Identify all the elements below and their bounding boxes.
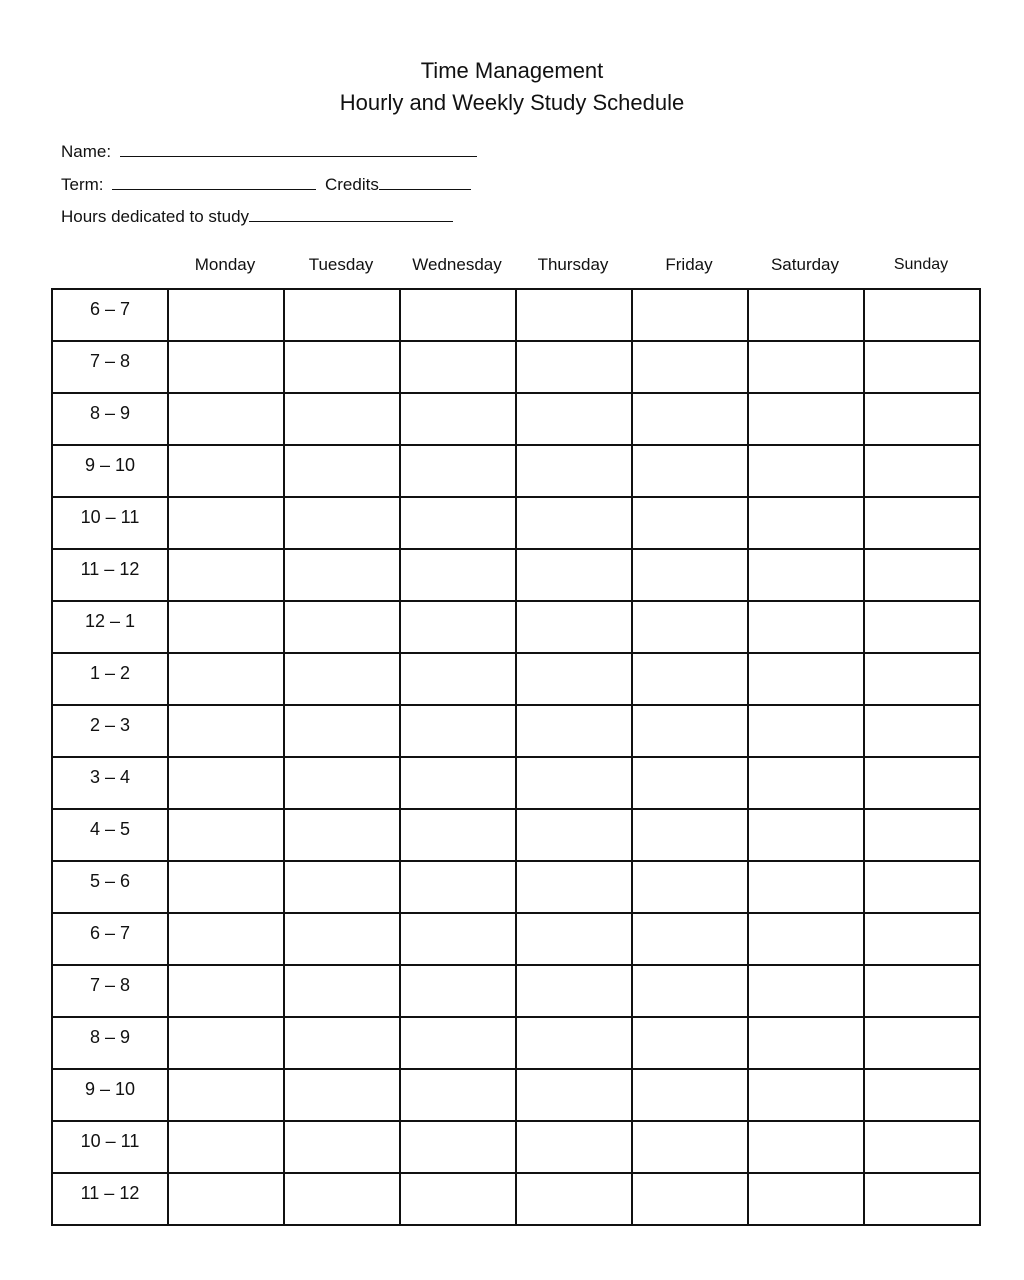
schedule-row <box>52 653 980 705</box>
day-label-monday: Monday <box>194 255 256 274</box>
schedule-cell-thursday[interactable] <box>516 705 632 757</box>
schedule-cell-tuesday[interactable] <box>284 757 400 809</box>
schedule-cell-thursday[interactable] <box>516 1173 632 1225</box>
schedule-cell-thursday[interactable] <box>516 341 632 393</box>
time-slot-label: 9 – 10 <box>52 445 168 497</box>
schedule-cell-friday[interactable] <box>632 445 748 497</box>
schedule-cell-saturday[interactable] <box>748 1173 864 1225</box>
schedule-cell-friday[interactable] <box>632 393 748 445</box>
schedule-row <box>52 1017 980 1069</box>
schedule-cell-wednesday[interactable] <box>400 601 516 653</box>
schedule-cell-saturday[interactable] <box>748 653 864 705</box>
name-label: Name: <box>61 142 112 161</box>
schedule-cell-sunday[interactable] <box>864 1017 980 1069</box>
schedule-cell-wednesday[interactable] <box>400 549 516 601</box>
schedule-cell-sunday[interactable] <box>864 1173 980 1225</box>
schedule-cell-sunday[interactable] <box>864 653 980 705</box>
time-slot-label: 10 – 11 <box>52 1121 168 1173</box>
schedule-cell-sunday[interactable] <box>864 757 980 809</box>
schedule-cell-thursday[interactable] <box>516 757 632 809</box>
schedule-cell-thursday[interactable] <box>516 601 632 653</box>
schedule-cell-wednesday[interactable] <box>400 705 516 757</box>
schedule-cell-thursday[interactable] <box>516 809 632 861</box>
schedule-row <box>52 289 980 341</box>
schedule-cell-tuesday[interactable] <box>284 1121 400 1173</box>
schedule-cell-tuesday[interactable] <box>284 653 400 705</box>
schedule-cell-tuesday[interactable] <box>284 965 400 1017</box>
schedule-cell-saturday[interactable] <box>748 913 864 965</box>
schedule-cell-monday[interactable] <box>168 1121 284 1173</box>
schedule-cell-monday[interactable] <box>168 1069 284 1121</box>
schedule-cell-wednesday[interactable] <box>400 809 516 861</box>
schedule-cell-wednesday[interactable] <box>400 1069 516 1121</box>
schedule-row <box>52 965 980 1017</box>
schedule-cell-sunday[interactable] <box>864 341 980 393</box>
time-slot-label: 1 – 2 <box>52 653 168 705</box>
schedule-cell-saturday[interactable] <box>748 705 864 757</box>
schedule-cell-saturday[interactable] <box>748 965 864 1017</box>
schedule-cell-wednesday[interactable] <box>400 757 516 809</box>
schedule-cell-monday[interactable] <box>168 913 284 965</box>
schedule-cell-saturday[interactable] <box>748 1069 864 1121</box>
schedule-row <box>52 1173 980 1225</box>
schedule-cell-sunday[interactable] <box>864 393 980 445</box>
schedule-cell-sunday[interactable] <box>864 1121 980 1173</box>
time-slot-label: 7 – 8 <box>52 965 168 1017</box>
schedule-cell-friday[interactable] <box>632 1017 748 1069</box>
day-label-friday: Friday <box>665 255 713 274</box>
schedule-cell-wednesday[interactable] <box>400 393 516 445</box>
time-slot-label: 8 – 9 <box>52 1017 168 1069</box>
schedule-cell-monday[interactable] <box>168 757 284 809</box>
day-label-thursday: Thursday <box>537 255 609 274</box>
schedule-grid <box>51 288 981 1226</box>
schedule-cell-monday[interactable] <box>168 1017 284 1069</box>
schedule-cell-tuesday[interactable] <box>284 497 400 549</box>
schedule-row <box>52 809 980 861</box>
schedule-row <box>52 549 980 601</box>
schedule-cell-friday[interactable] <box>632 1173 748 1225</box>
schedule-cell-monday[interactable] <box>168 289 284 341</box>
schedule-cell-wednesday[interactable] <box>400 341 516 393</box>
schedule-cell-saturday[interactable] <box>748 445 864 497</box>
schedule-row <box>52 1121 980 1173</box>
time-slot-label: 2 – 3 <box>52 705 168 757</box>
schedule-cell-sunday[interactable] <box>864 497 980 549</box>
schedule-cell-friday[interactable] <box>632 289 748 341</box>
schedule-cell-wednesday[interactable] <box>400 653 516 705</box>
schedule-row <box>52 1069 980 1121</box>
time-slot-label: 6 – 7 <box>52 289 168 341</box>
schedule-cell-wednesday[interactable] <box>400 1121 516 1173</box>
schedule-cell-wednesday[interactable] <box>400 497 516 549</box>
schedule-cell-sunday[interactable] <box>864 965 980 1017</box>
time-slot-label: 4 – 5 <box>52 809 168 861</box>
time-slot-label: 3 – 4 <box>52 757 168 809</box>
schedule-cell-wednesday[interactable] <box>400 289 516 341</box>
schedule-cell-friday[interactable] <box>632 809 748 861</box>
credits-label: Credits <box>324 175 379 194</box>
schedule-cell-friday[interactable] <box>632 601 748 653</box>
schedule-cell-saturday[interactable] <box>748 601 864 653</box>
schedule-cell-monday[interactable] <box>168 861 284 913</box>
schedule-cell-tuesday[interactable] <box>284 393 400 445</box>
schedule-cell-thursday[interactable] <box>516 913 632 965</box>
schedule-cell-thursday[interactable] <box>516 549 632 601</box>
schedule-cell-thursday[interactable] <box>516 1121 632 1173</box>
schedule-cell-tuesday[interactable] <box>284 445 400 497</box>
time-slot-label: 10 – 11 <box>52 497 168 549</box>
day-label-wednesday: Wednesday <box>412 255 502 274</box>
schedule-cell-monday[interactable] <box>168 653 284 705</box>
name-input-line[interactable] <box>120 140 477 157</box>
hours-field-row <box>61 205 453 227</box>
schedule-cell-sunday[interactable] <box>864 705 980 757</box>
schedule-cell-sunday[interactable] <box>864 289 980 341</box>
schedule-cell-monday[interactable] <box>168 393 284 445</box>
schedule-cell-friday[interactable] <box>632 757 748 809</box>
schedule-cell-friday[interactable] <box>632 1121 748 1173</box>
schedule-cell-tuesday[interactable] <box>284 1069 400 1121</box>
term-field-row <box>61 173 471 195</box>
schedule-row <box>52 913 980 965</box>
schedule-cell-thursday[interactable] <box>516 1017 632 1069</box>
schedule-row <box>52 705 980 757</box>
schedule-cell-friday[interactable] <box>632 549 748 601</box>
day-label-sunday: Sunday <box>893 256 949 273</box>
day-label-tuesday: Tuesday <box>308 255 374 274</box>
schedule-cell-sunday[interactable] <box>864 549 980 601</box>
page-subtitle: Hourly and Weekly Study Schedule <box>339 90 685 115</box>
schedule-cell-monday[interactable] <box>168 1173 284 1225</box>
page-title: Time Management <box>420 58 604 83</box>
schedule-cell-thursday[interactable] <box>516 393 632 445</box>
time-slot-label: 11 – 12 <box>52 549 168 601</box>
day-label-saturday: Saturday <box>770 255 840 274</box>
schedule-cell-sunday[interactable] <box>864 809 980 861</box>
schedule-cell-saturday[interactable] <box>748 861 864 913</box>
name-field-row <box>61 140 477 162</box>
schedule-cell-thursday[interactable] <box>516 653 632 705</box>
term-label: Term: <box>61 175 104 194</box>
time-slot-label: 9 – 10 <box>52 1069 168 1121</box>
time-slot-label: 5 – 6 <box>52 861 168 913</box>
schedule-cell-tuesday[interactable] <box>284 289 400 341</box>
schedule-cell-monday[interactable] <box>168 965 284 1017</box>
schedule-cell-wednesday[interactable] <box>400 861 516 913</box>
time-slot-label: 12 – 1 <box>52 601 168 653</box>
schedule-cell-sunday[interactable] <box>864 445 980 497</box>
schedule-cell-saturday[interactable] <box>748 757 864 809</box>
schedule-cell-saturday[interactable] <box>748 497 864 549</box>
schedule-cell-monday[interactable] <box>168 601 284 653</box>
schedule-cell-monday[interactable] <box>168 341 284 393</box>
schedule-cell-tuesday[interactable] <box>284 341 400 393</box>
schedule-cell-friday[interactable] <box>632 341 748 393</box>
schedule-cell-tuesday[interactable] <box>284 861 400 913</box>
schedule-cell-tuesday[interactable] <box>284 1017 400 1069</box>
schedule-cell-thursday[interactable] <box>516 861 632 913</box>
schedule-cell-thursday[interactable] <box>516 445 632 497</box>
schedule-cell-sunday[interactable] <box>864 601 980 653</box>
schedule-row <box>52 601 980 653</box>
schedule-cell-monday[interactable] <box>168 497 284 549</box>
schedule-cell-friday[interactable] <box>632 913 748 965</box>
schedule-cell-wednesday[interactable] <box>400 445 516 497</box>
time-slot-label: 11 – 12 <box>52 1173 168 1225</box>
schedule-cell-saturday[interactable] <box>748 1017 864 1069</box>
schedule-cell-wednesday[interactable] <box>400 1173 516 1225</box>
schedule-cell-friday[interactable] <box>632 861 748 913</box>
schedule-cell-tuesday[interactable] <box>284 1173 400 1225</box>
schedule-cell-tuesday[interactable] <box>284 705 400 757</box>
schedule-cell-tuesday[interactable] <box>284 913 400 965</box>
schedule-cell-wednesday[interactable] <box>400 965 516 1017</box>
schedule-row <box>52 341 980 393</box>
schedule-cell-monday[interactable] <box>168 705 284 757</box>
schedule-row <box>52 757 980 809</box>
time-slot-label: 7 – 8 <box>52 341 168 393</box>
schedule-cell-thursday[interactable] <box>516 289 632 341</box>
schedule-cell-thursday[interactable] <box>516 497 632 549</box>
schedule-cell-tuesday[interactable] <box>284 809 400 861</box>
hours-label: Hours dedicated to study <box>61 207 250 226</box>
schedule-row <box>52 393 980 445</box>
time-slot-label: 8 – 9 <box>52 393 168 445</box>
schedule-cell-monday[interactable] <box>168 549 284 601</box>
schedule-cell-friday[interactable] <box>632 1069 748 1121</box>
schedule-cell-tuesday[interactable] <box>284 601 400 653</box>
schedule-row <box>52 497 980 549</box>
schedule-cell-saturday[interactable] <box>748 341 864 393</box>
schedule-cell-wednesday[interactable] <box>400 1017 516 1069</box>
schedule-cell-monday[interactable] <box>168 809 284 861</box>
schedule-cell-saturday[interactable] <box>748 809 864 861</box>
schedule-cell-wednesday[interactable] <box>400 913 516 965</box>
schedule-cell-friday[interactable] <box>632 497 748 549</box>
schedule-cell-friday[interactable] <box>632 965 748 1017</box>
schedule-row <box>52 861 980 913</box>
schedule-cell-thursday[interactable] <box>516 1069 632 1121</box>
schedule-row <box>52 445 980 497</box>
term-input-line[interactable] <box>112 173 316 190</box>
schedule-cell-friday[interactable] <box>632 705 748 757</box>
time-slot-label: 6 – 7 <box>52 913 168 965</box>
schedule-cell-sunday[interactable] <box>864 1069 980 1121</box>
schedule-cell-saturday[interactable] <box>748 289 864 341</box>
schedule-cell-thursday[interactable] <box>516 965 632 1017</box>
schedule-cell-sunday[interactable] <box>864 861 980 913</box>
hours-input-line[interactable] <box>249 205 453 222</box>
schedule-cell-tuesday[interactable] <box>284 549 400 601</box>
schedule-cell-sunday[interactable] <box>864 913 980 965</box>
schedule-cell-monday[interactable] <box>168 445 284 497</box>
credits-input-line[interactable] <box>379 173 471 190</box>
schedule-cell-saturday[interactable] <box>748 549 864 601</box>
schedule-cell-friday[interactable] <box>632 653 748 705</box>
schedule-cell-saturday[interactable] <box>748 393 864 445</box>
schedule-cell-saturday[interactable] <box>748 1121 864 1173</box>
